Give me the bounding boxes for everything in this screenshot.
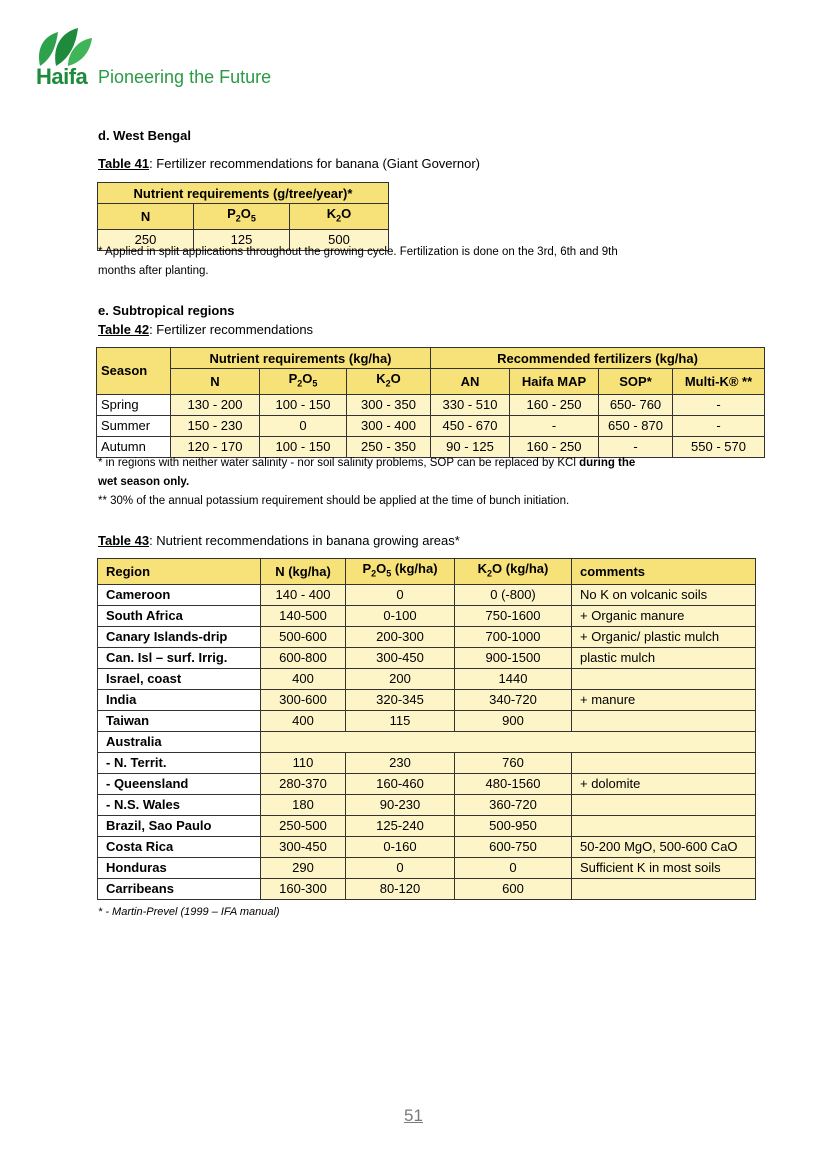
table43-p2o5-value: 0 bbox=[346, 857, 455, 878]
table-row bbox=[98, 773, 756, 794]
table41-caption bbox=[98, 156, 480, 171]
table-row bbox=[98, 668, 756, 689]
table42-season: Summer bbox=[97, 415, 171, 436]
table43-col-comments: comments bbox=[572, 559, 756, 585]
table43-n-value: 140-500 bbox=[261, 605, 346, 626]
table41-note bbox=[98, 243, 618, 281]
table42-col-p2o5: $P_2O_5$ bbox=[260, 369, 347, 395]
table43-comment: plastic mulch bbox=[572, 647, 756, 668]
table42-season: Autumn bbox=[97, 436, 171, 457]
table41-value-p2o5: 125 bbox=[194, 229, 290, 250]
table43-n-value: 300-600 bbox=[261, 689, 346, 710]
table43-region: Australia bbox=[98, 731, 261, 752]
table-row bbox=[98, 710, 756, 731]
table43-region: Brazil, Sao Paulo bbox=[98, 815, 261, 836]
table41 bbox=[97, 182, 389, 251]
table43-p2o5-value: 160-460 bbox=[346, 773, 455, 794]
table43-k2o-value: 340-720 bbox=[455, 689, 572, 710]
table43-n-value: 600-800 bbox=[261, 647, 346, 668]
table42-cell: 130 - 200 bbox=[171, 394, 260, 415]
table42-cell: 120 - 170 bbox=[171, 436, 260, 457]
table42-cell: - bbox=[673, 415, 765, 436]
table43-p2o5-value: 0 bbox=[346, 584, 455, 605]
table42-cell: 300 - 400 bbox=[347, 415, 431, 436]
section-d-heading: d. West Bengal bbox=[98, 128, 191, 143]
table43-p2o5-value: 90-230 bbox=[346, 794, 455, 815]
table42-cell: 300 - 350 bbox=[347, 394, 431, 415]
table43-comment bbox=[572, 752, 756, 773]
table-row bbox=[98, 836, 756, 857]
table43-region: India bbox=[98, 689, 261, 710]
table43-comment bbox=[572, 668, 756, 689]
table42-cell: 150 - 230 bbox=[171, 415, 260, 436]
table43-n-value: 400 bbox=[261, 668, 346, 689]
table-row bbox=[98, 878, 756, 899]
table43-region: Taiwan bbox=[98, 710, 261, 731]
tagline: Pioneering the Future bbox=[98, 67, 272, 87]
table42-notes bbox=[98, 454, 635, 511]
table41-value-n: 250 bbox=[98, 229, 194, 250]
table43-p2o5-value: 0-100 bbox=[346, 605, 455, 626]
table43-comment: Sufficient K in most soils bbox=[572, 857, 756, 878]
table43-p2o5-value: 320-345 bbox=[346, 689, 455, 710]
table43-n-value: 280-370 bbox=[261, 773, 346, 794]
table42-cell: 100 - 150 bbox=[260, 394, 347, 415]
table43-n-value: 140 - 400 bbox=[261, 584, 346, 605]
table43-k2o-value: 500-950 bbox=[455, 815, 572, 836]
table41-caption-text: : Fertilizer recommendations for banana (Giant Governor) bbox=[149, 156, 480, 171]
table43-region: Cameroon bbox=[98, 584, 261, 605]
table43-k2o-value: 480-1560 bbox=[455, 773, 572, 794]
table41-label: Table 41 bbox=[98, 156, 150, 171]
table42-cell: 650 - 870 bbox=[599, 415, 673, 436]
table43-n-value: 300-450 bbox=[261, 836, 346, 857]
table43-source: * - Martin-Prevel (1999 – IFA manual) bbox=[98, 906, 280, 918]
table-row bbox=[98, 689, 756, 710]
table43-region: - N.S. Wales bbox=[98, 794, 261, 815]
table43-region: Honduras bbox=[98, 857, 261, 878]
table43-p2o5-value: 80-120 bbox=[346, 878, 455, 899]
table43-n-value: 180 bbox=[261, 794, 346, 815]
table43-k2o-value: 1440 bbox=[455, 668, 572, 689]
page-number: 51 bbox=[404, 1106, 423, 1125]
table42 bbox=[96, 347, 765, 458]
table42-caption-text: : Fertilizer recommendations bbox=[149, 322, 314, 337]
table42-cell: 650- 760 bbox=[599, 394, 673, 415]
table41-note-line2: months after planting. bbox=[98, 265, 209, 277]
table43-n-value: 110 bbox=[261, 752, 346, 773]
table-row bbox=[98, 731, 756, 752]
table42-cell: - bbox=[510, 415, 599, 436]
table42-note2: ** 30% of the annual potassium requirement should be applied at the time of bunch initiation. bbox=[98, 495, 570, 507]
table43-col-region: Region bbox=[98, 559, 261, 585]
table41-note-line1: * Applied in split applications throughout the growing cycle. Fertilization is done on the 3rd, 6th and 9th bbox=[98, 246, 618, 258]
table42-cell: 160 - 250 bbox=[510, 394, 599, 415]
table42-cell: - bbox=[599, 436, 673, 457]
table43-p2o5-value: 0-160 bbox=[346, 836, 455, 857]
table43-p2o5-value: 300-450 bbox=[346, 647, 455, 668]
table42-col-an: AN bbox=[431, 369, 510, 395]
table41-title: Nutrient requirements (g/tree/year)* bbox=[98, 183, 389, 204]
table43-col-k2o: $K_2O$ (kg/ha) bbox=[455, 559, 572, 585]
table42-cell: - bbox=[673, 394, 765, 415]
table-row bbox=[98, 794, 756, 815]
table43-k2o-value: 750-1600 bbox=[455, 605, 572, 626]
brand-name: Haifa bbox=[36, 64, 88, 89]
table43-region: Canary Islands-drip bbox=[98, 626, 261, 647]
table42-cell: 160 - 250 bbox=[510, 436, 599, 457]
table-row bbox=[97, 394, 765, 415]
table43-region: Israel, coast bbox=[98, 668, 261, 689]
table43-col-n: N (kg/ha) bbox=[261, 559, 346, 585]
table43-k2o-value: 0 (-800) bbox=[455, 584, 572, 605]
table-row bbox=[98, 815, 756, 836]
table43-k2o-value: 600-750 bbox=[455, 836, 572, 857]
table43-comment: + Organic manure bbox=[572, 605, 756, 626]
table-row bbox=[98, 752, 756, 773]
table43-p2o5-value: 115 bbox=[346, 710, 455, 731]
table43-empty-span bbox=[261, 731, 756, 752]
table42-col-multik: Multi-K® ** bbox=[673, 369, 765, 395]
table43-p2o5-value: 125-240 bbox=[346, 815, 455, 836]
table43-comment bbox=[572, 878, 756, 899]
table-row bbox=[98, 605, 756, 626]
table43-n-value: 250-500 bbox=[261, 815, 346, 836]
table41-value-k2o: 500 bbox=[290, 229, 389, 250]
table43 bbox=[97, 558, 756, 900]
table-row bbox=[98, 626, 756, 647]
table43-caption-text: : Nutrient recommendations in banana growing areas* bbox=[149, 533, 460, 548]
table42-col-sop: SOP* bbox=[599, 369, 673, 395]
table43-col-p2o5: $P_2O_5$ (kg/ha) bbox=[346, 559, 455, 585]
table43-n-value: 160-300 bbox=[261, 878, 346, 899]
table42-cell: 330 - 510 bbox=[431, 394, 510, 415]
table42-col-n: N bbox=[171, 369, 260, 395]
table42-note1-bold: during the bbox=[579, 457, 636, 469]
table42-caption bbox=[98, 322, 313, 337]
table42-note1-bold2: wet season only. bbox=[98, 476, 190, 488]
table42-cell: 550 - 570 bbox=[673, 436, 765, 457]
table43-k2o-value: 760 bbox=[455, 752, 572, 773]
table-row bbox=[98, 857, 756, 878]
table42-group-fertilizers: Recommended fertilizers (kg/ha) bbox=[431, 348, 765, 369]
table42-cell: 250 - 350 bbox=[347, 436, 431, 457]
table43-comment bbox=[572, 794, 756, 815]
table42-group-nutrients: Nutrient requirements (kg/ha) bbox=[171, 348, 431, 369]
table42-cell: 90 - 125 bbox=[431, 436, 510, 457]
table43-p2o5-value: 200-300 bbox=[346, 626, 455, 647]
table42-cell: 0 bbox=[260, 415, 347, 436]
table43-caption bbox=[98, 533, 460, 548]
table43-p2o5-value: 230 bbox=[346, 752, 455, 773]
table41-col-k2o: $K_2O$ bbox=[290, 204, 389, 230]
table42-cell: 450 - 670 bbox=[431, 415, 510, 436]
table43-p2o5-value: 200 bbox=[346, 668, 455, 689]
table-row bbox=[97, 415, 765, 436]
table42-season: Spring bbox=[97, 394, 171, 415]
table43-region: - Queensland bbox=[98, 773, 261, 794]
table42-col-k2o: $K_2O$ bbox=[347, 369, 431, 395]
table43-comment bbox=[572, 710, 756, 731]
table42-label: Table 42 bbox=[98, 322, 150, 337]
table43-k2o-value: 600 bbox=[455, 878, 572, 899]
table43-region: Can. Isl – surf. Irrig. bbox=[98, 647, 261, 668]
table41-col-p2o5: $P_2O_5$ bbox=[194, 204, 290, 230]
table41-col-n: N bbox=[98, 204, 194, 230]
table42-note1: * in regions with neither water salinity - nor soil salinity problems, SOP can be replaced by KCl bbox=[98, 457, 580, 469]
table43-region: Carribeans bbox=[98, 878, 261, 899]
table42-season-header: Season bbox=[97, 348, 171, 395]
table43-comment: No K on volcanic soils bbox=[572, 584, 756, 605]
table42-col-haifa-map: Haifa MAP bbox=[510, 369, 599, 395]
table43-n-value: 400 bbox=[261, 710, 346, 731]
table43-comment bbox=[572, 815, 756, 836]
table43-k2o-value: 900 bbox=[455, 710, 572, 731]
table-row bbox=[98, 584, 756, 605]
table43-label: Table 43 bbox=[98, 533, 150, 548]
section-e-heading: e. Subtropical regions bbox=[98, 303, 235, 318]
table43-comment: + manure bbox=[572, 689, 756, 710]
table43-comment: 50-200 MgO, 500-600 CaO bbox=[572, 836, 756, 857]
table43-n-value: 290 bbox=[261, 857, 346, 878]
table43-k2o-value: 900-1500 bbox=[455, 647, 572, 668]
table43-region: South Africa bbox=[98, 605, 261, 626]
table43-comment: + dolomite bbox=[572, 773, 756, 794]
table-row bbox=[98, 647, 756, 668]
table43-k2o-value: 700-1000 bbox=[455, 626, 572, 647]
table43-region: - N. Territ. bbox=[98, 752, 261, 773]
table42-cell: 100 - 150 bbox=[260, 436, 347, 457]
table43-k2o-value: 360-720 bbox=[455, 794, 572, 815]
table43-region: Costa Rica bbox=[98, 836, 261, 857]
table43-comment: + Organic/ plastic mulch bbox=[572, 626, 756, 647]
table43-k2o-value: 0 bbox=[455, 857, 572, 878]
table43-n-value: 500-600 bbox=[261, 626, 346, 647]
